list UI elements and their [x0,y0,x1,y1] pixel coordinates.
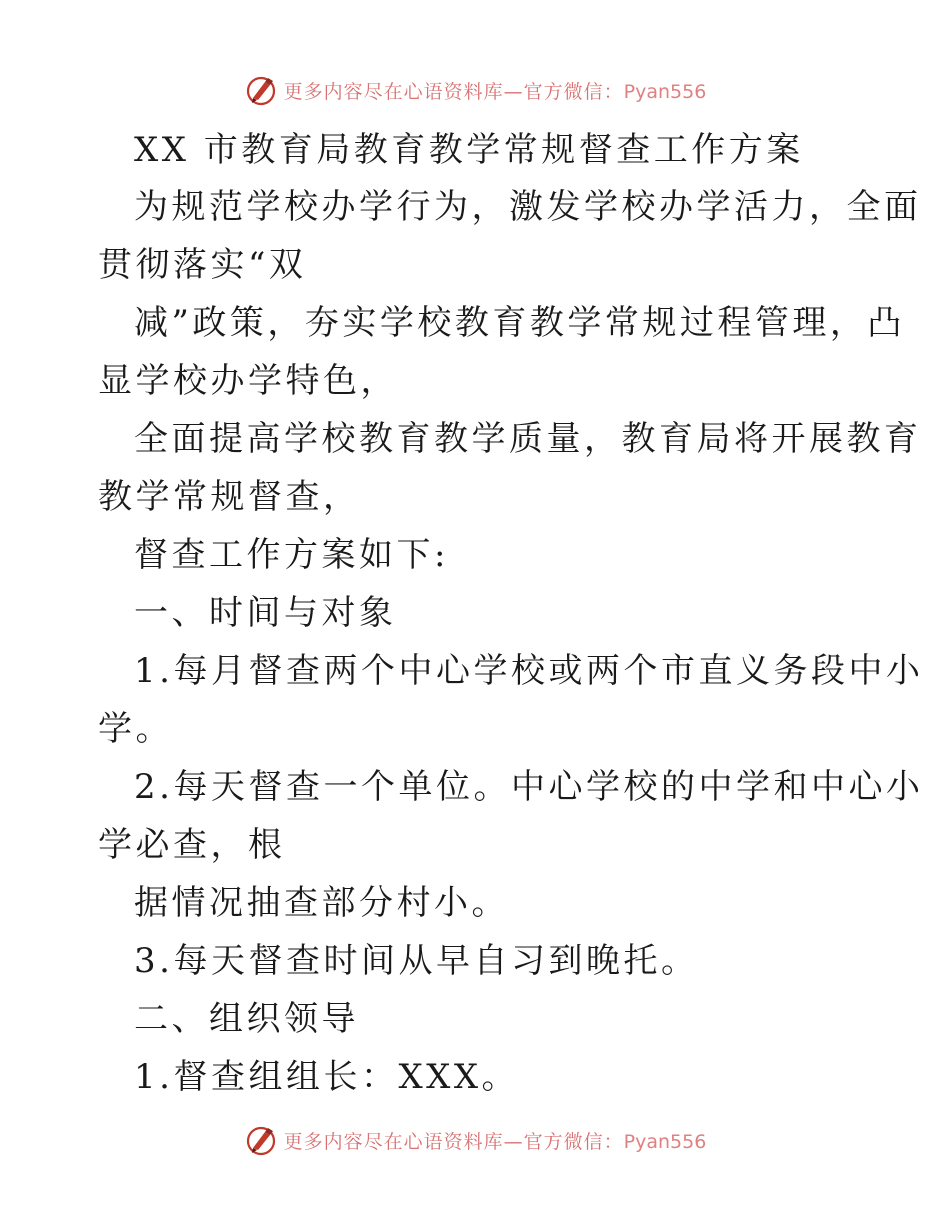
watermark-id: Pyan556 [623,1130,707,1153]
watermark-id: Pyan556 [623,80,707,103]
list-item: 学必查，根 [98,825,286,865]
paragraph-line: 减”政策，夯实学校教育教学常规过程管理，凸 [134,303,905,343]
list-item: 2.每天督查一个单位。中心学校的中学和中心小 [134,767,924,807]
watermark-text: 更多内容尽在心语资料库—官方微信：Pyan556 [283,80,707,103]
section-heading: 一、时间与对象 [134,593,397,633]
paragraph-line: 教学常规督查， [98,477,361,517]
paragraph-line: 督查工作方案如下: [134,535,449,575]
list-item: 学。 [98,709,173,749]
doc-title: XX 市教育局教育教学常规督查工作方案 [134,130,804,170]
paragraph-line: 贯彻落实“双 [98,245,307,285]
paragraph-line: 为规范学校办学行为，激发学校办学活力，全面 [134,187,922,227]
paragraph-line: 显学校办学特色， [98,361,398,401]
list-item: 1.督查组组长：XXX。 [134,1057,520,1097]
section-heading: 二、组织领导 [134,999,359,1039]
watermark-banner-bottom [0,1120,950,1160]
pen-logo-icon [244,1123,278,1157]
watermark-banner-top [0,70,950,110]
paragraph-line: 全面提高学校教育教学质量，教育局将开展教育 [134,419,922,459]
list-item: 据情况抽查部分村小。 [134,883,509,923]
pen-logo-icon [244,73,278,107]
list-item: 1.每月督查两个中心学校或两个市直义务段中小 [134,651,924,691]
watermark-text: 更多内容尽在心语资料库—官方微信：Pyan556 [283,1130,707,1153]
list-item: 3.每天督查时间从早自习到晚托。 [134,941,699,981]
